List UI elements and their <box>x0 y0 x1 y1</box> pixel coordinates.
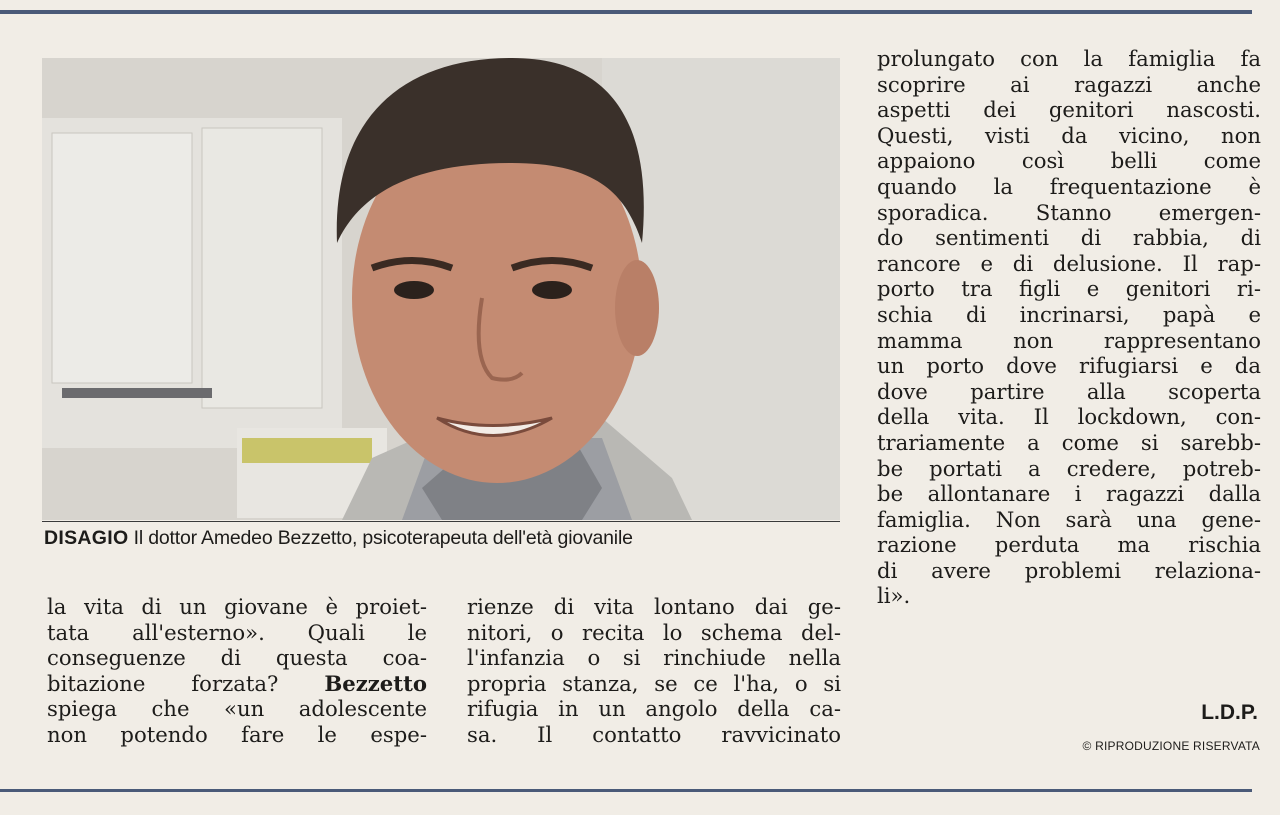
column-line: non potendo fare le espe- <box>47 721 427 747</box>
column-line: conseguenze di questa coa- <box>47 645 427 671</box>
column-line: be allontanare i ragazzi dalla <box>877 481 1261 507</box>
bold-name: Bezzetto <box>324 670 427 696</box>
column-line: un porto dove rifugiarsi e da <box>877 353 1261 379</box>
column-line: rifugia in un angolo della ca- <box>467 696 841 722</box>
column-line-text: bitazione forzata? <box>47 670 325 696</box>
column-line <box>47 671 427 697</box>
bottom-rule <box>0 789 1252 792</box>
column-line: schia di incrinarsi, papà e <box>877 301 1261 327</box>
column-line: tata all'esterno». Quali le <box>47 619 427 645</box>
column-line: della vita. Il lockdown, con- <box>877 404 1261 430</box>
column-line: appaiono così belli come <box>877 148 1261 174</box>
photo-caption <box>44 527 844 550</box>
caption-label: DISAGIO <box>44 527 129 549</box>
column-line: trariamente a come si sarebb- <box>877 429 1261 455</box>
author-signature: L.D.P. <box>1201 701 1258 724</box>
column-line: razione perduta ma rischia <box>877 532 1261 558</box>
column-line: l'infanzia o si rinchiude nella <box>467 645 841 671</box>
column-line: di avere problemi relaziona- <box>877 557 1261 583</box>
column-line: sporadica. Stanno emergen- <box>877 199 1261 225</box>
column-line: la vita di un giovane è proiet- <box>47 594 427 619</box>
article-column-1 <box>47 594 427 748</box>
column-line: nitori, o recita lo schema del- <box>467 619 841 645</box>
portrait-photo <box>42 58 840 520</box>
top-rule <box>0 10 1252 14</box>
column-line: mamma non rappresentano <box>877 327 1261 353</box>
caption-rule <box>42 521 840 522</box>
copyright-notice: © RIPRODUZIONE RISERVATA <box>1082 739 1260 753</box>
article-column-2 <box>467 594 841 748</box>
portrait-illustration <box>42 58 840 520</box>
column-line: spiega che «un adolescente <box>47 696 427 722</box>
column-line: porto tra figli e genitori ri- <box>877 276 1261 302</box>
column-line: be portati a credere, potreb- <box>877 455 1261 481</box>
column-line: quando la frequentazione è <box>877 173 1261 199</box>
column-line: do sentimenti di rabbia, di <box>877 225 1261 251</box>
column-line: rancore e di delusione. Il rap- <box>877 250 1261 276</box>
column-line: Questi, visti da vicino, non <box>877 122 1261 148</box>
column-line: li». <box>877 583 911 609</box>
column-line: prolungato con la famiglia fa <box>877 46 1261 71</box>
column-line: aspetti dei genitori nascosti. <box>877 97 1261 123</box>
column-line: sa. Il contatto ravvicinato <box>467 721 841 747</box>
caption-text: Il dottor Amedeo Bezzetto, psicoterapeuta dell'età giovanile <box>133 527 633 549</box>
column-line: dove partire alla scoperta <box>877 378 1261 404</box>
column-line: famiglia. Non sarà una gene- <box>877 506 1261 532</box>
column-line: scoprire ai ragazzi anche <box>877 71 1261 97</box>
article-column-3 <box>877 46 1261 609</box>
column-line: propria stanza, se ce l'ha, o si <box>467 670 841 696</box>
column-line: rienze di vita lontano dai ge- <box>467 594 841 619</box>
